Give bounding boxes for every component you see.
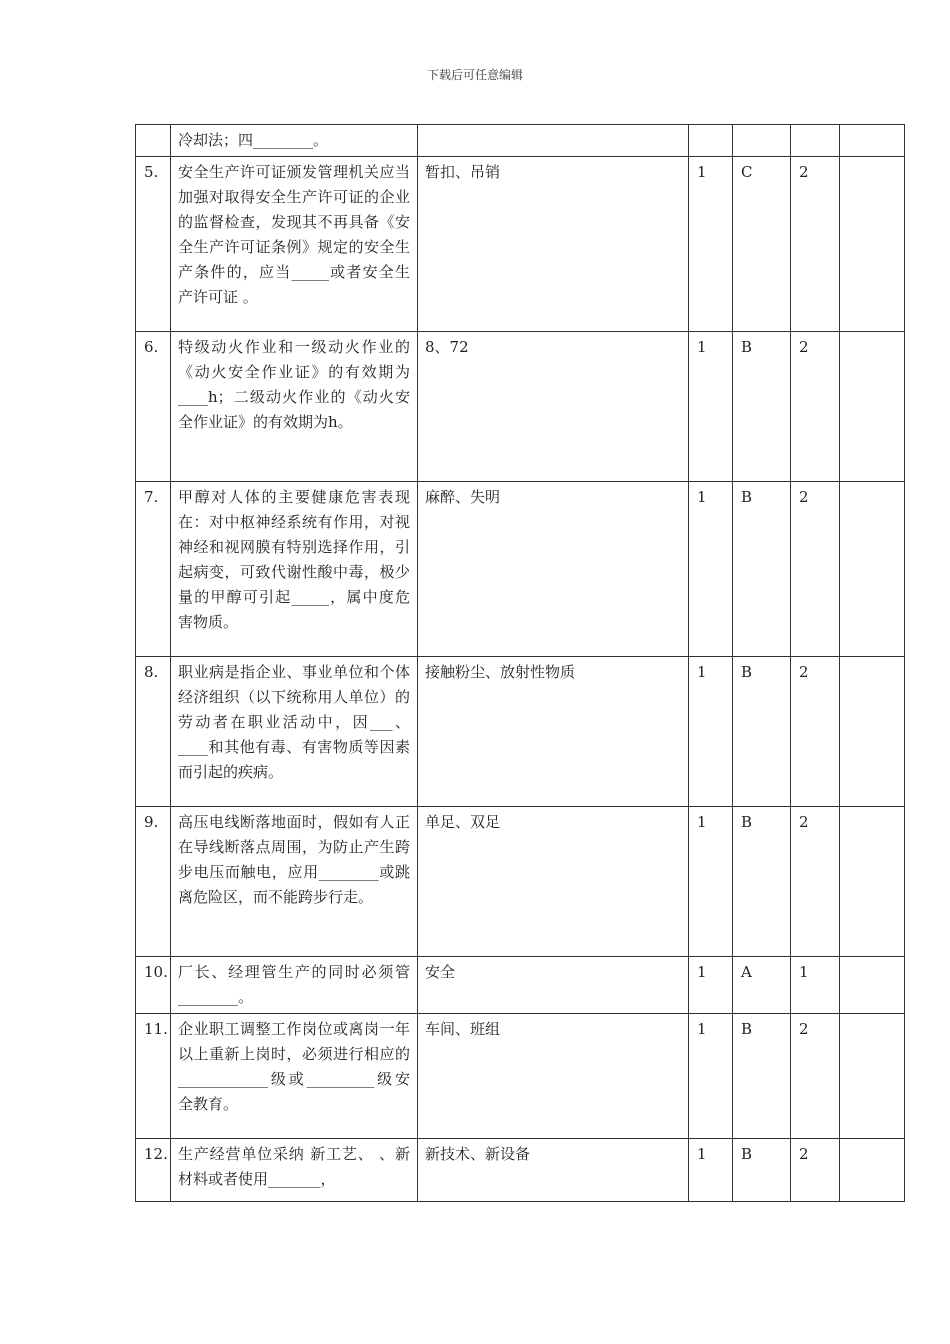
level-cell (791, 125, 840, 157)
question-text: 厂长、经理管生产的同时必须管________。 (171, 957, 418, 1014)
score-cell: 1 (689, 807, 733, 957)
row-number: 5. (136, 157, 171, 332)
question-text: 企业职工调整工作岗位或离岗一年以上重新上岗时，必须进行相应的____________级或_________级安全教育。 (171, 1014, 418, 1139)
table-row (136, 1139, 905, 1202)
row-number: 7. (136, 482, 171, 657)
row-number: 10. (136, 957, 171, 1014)
score-cell: 1 (689, 1014, 733, 1139)
score-cell (689, 125, 733, 157)
answer-text: 8、72 (418, 332, 689, 482)
question-table (135, 124, 905, 1202)
table-row (136, 125, 905, 157)
answer-text: 暂扣、吊销 (418, 157, 689, 332)
level-cell: 2 (791, 332, 840, 482)
difficulty-cell: B (733, 1139, 791, 1202)
page-header: 下载后可任意编辑 (426, 68, 523, 82)
score-cell: 1 (689, 332, 733, 482)
difficulty-cell: A (733, 957, 791, 1014)
table-row (136, 807, 905, 957)
empty-cell (840, 807, 905, 957)
answer-text: 车间、班组 (418, 1014, 689, 1139)
level-cell: 2 (791, 157, 840, 332)
question-text: 甲醇对人体的主要健康危害表现在：对中枢神经系统有作用，对视神经和视网膜有特别选择作用，引起病变，可致代谢性酸中毒，极少量的甲醇可引起_____，属中度危害物质。 (171, 482, 418, 657)
empty-cell (840, 482, 905, 657)
level-cell: 2 (791, 482, 840, 657)
empty-cell (840, 957, 905, 1014)
row-number (136, 125, 171, 157)
answer-text (418, 125, 689, 157)
difficulty-cell: B (733, 1014, 791, 1139)
level-cell: 2 (791, 1139, 840, 1202)
row-number: 8. (136, 657, 171, 807)
empty-cell (840, 125, 905, 157)
difficulty-cell: B (733, 657, 791, 807)
empty-cell (840, 1014, 905, 1139)
row-number: 9. (136, 807, 171, 957)
table-row (136, 332, 905, 482)
question-text: 高压电线断落地面时，假如有人正在导线断落点周围，为防止产生跨步电压而触电，应用________或跳离危险区，而不能跨步行走。 (171, 807, 418, 957)
level-cell: 2 (791, 1014, 840, 1139)
difficulty-cell: C (733, 157, 791, 332)
empty-cell (840, 1139, 905, 1202)
score-cell: 1 (689, 1139, 733, 1202)
empty-cell (840, 332, 905, 482)
level-cell: 1 (791, 957, 840, 1014)
answer-text: 接触粉尘、放射性物质 (418, 657, 689, 807)
difficulty-cell: B (733, 807, 791, 957)
level-cell: 2 (791, 807, 840, 957)
question-text: 特级动火作业和一级动火作业的《动火安全作业证》的有效期为____h；二级动火作业的《动火安全作业证》的有效期为h。 (171, 332, 418, 482)
score-cell: 1 (689, 957, 733, 1014)
difficulty-cell (733, 125, 791, 157)
score-cell: 1 (689, 157, 733, 332)
answer-text: 安全 (418, 957, 689, 1014)
level-cell: 2 (791, 657, 840, 807)
table-row (136, 157, 905, 332)
question-text: 职业病是指企业、事业单位和个体经济组织（以下统称用人单位）的劳动者在职业活动中，因___、____和其他有毒、有害物质等因素而引起的疾病。 (171, 657, 418, 807)
table-row (136, 1014, 905, 1139)
difficulty-cell: B (733, 482, 791, 657)
table-row (136, 482, 905, 657)
row-number: 11. (136, 1014, 171, 1139)
answer-text: 新技术、新设备 (418, 1139, 689, 1202)
difficulty-cell: B (733, 332, 791, 482)
question-text: 生产经营单位采纳 新工艺、 、新材料或者使用_______， (171, 1139, 418, 1202)
answer-text: 麻醉、失明 (418, 482, 689, 657)
empty-cell (840, 157, 905, 332)
row-number: 12. (136, 1139, 171, 1202)
question-text: 安全生产许可证颁发管理机关应当加强对取得安全生产许可证的企业的监督检查，发现其不再具备《安全生产许可证条例》规定的安全生产条件的，应当_____或者安全生产许可证 。 (171, 157, 418, 332)
empty-cell (840, 657, 905, 807)
table-row (136, 657, 905, 807)
question-text: 冷却法；四________。 (171, 125, 418, 157)
score-cell: 1 (689, 657, 733, 807)
score-cell: 1 (689, 482, 733, 657)
row-number: 6. (136, 332, 171, 482)
table-row (136, 957, 905, 1014)
answer-text: 单足、双足 (418, 807, 689, 957)
